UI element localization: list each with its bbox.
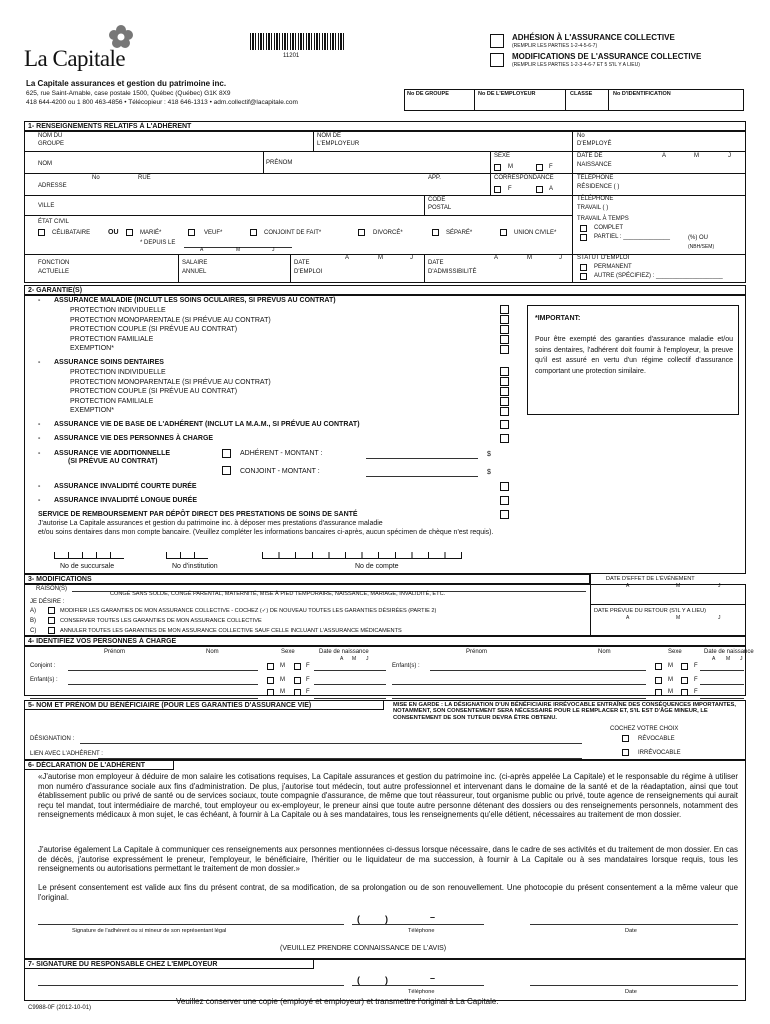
section-6-title: 6- DÉCLARATION DE L'ADHÉRENT: [24, 760, 174, 770]
separe-label: SÉPARÉ*: [446, 230, 473, 236]
compte-label: No de compte: [355, 563, 399, 570]
s4-r-row3[interactable]: [392, 698, 646, 699]
sexe-m-checkbox[interactable]: [494, 164, 501, 171]
autre-checkbox[interactable]: [580, 273, 587, 280]
section-1-title: 1- RENSEIGNEMENTS RELATIFS À L'ADHÉRENT: [24, 121, 746, 131]
section-3-title: 3- MODIFICATIONS: [24, 574, 590, 584]
adm-m: M: [527, 255, 532, 261]
adresse-rue-label: RUE: [138, 175, 151, 181]
barcode-number: 11201: [283, 53, 300, 59]
maladie-fam-checkbox[interactable]: [500, 335, 509, 344]
section-4-frame: [24, 646, 746, 696]
s4-l3-f-label: F: [306, 689, 310, 695]
emploi-label: D'EMPLOI: [294, 269, 323, 275]
tel-dash: –: [430, 912, 436, 922]
nom-label: NOM: [38, 161, 52, 167]
option-a-checkbox[interactable]: [48, 607, 55, 614]
depot-checkbox[interactable]: [500, 510, 509, 519]
s4-l2-m-label: M: [280, 677, 285, 683]
emp-j: J: [410, 255, 413, 261]
maladie-ind-checkbox[interactable]: [500, 305, 509, 314]
revocable-checkbox[interactable]: [622, 735, 629, 742]
option-c-checkbox[interactable]: [48, 627, 55, 634]
avis-label: (VEUILLEZ PRENDRE CONNAISSANCE DE L'AVIS): [280, 945, 447, 952]
s4-r2-m[interactable]: [655, 677, 662, 684]
s4-l3-f[interactable]: [294, 689, 301, 696]
s4-r3-f[interactable]: [681, 689, 688, 696]
s4-r2-f-label: F: [694, 677, 698, 683]
actuelle-label: ACTUELLE: [38, 269, 70, 275]
modifications-note: (REMPLIR LES PARTIES 1-2-3-4-6-7 ET 5 S'IL Y A LIEU): [512, 62, 640, 68]
option-b-checkbox[interactable]: [48, 617, 55, 624]
s4-dn-col: Date de naissance: [319, 649, 369, 655]
s4-nom-col: Nom: [206, 649, 219, 655]
declaration-paragraph-2: J'autorise également La Capitale à communiquer ces renseignements aux personnes mentionnées ci-dessus lorsque nécessaire, dans le cadre de ses activités et du traitement de mon dossier. En cas de décès, j'autorise expressément le preneur, l'employeur, le bénéficiaire, l'héritier ou le liquidateur de ma succession, à fournir à La Capitale ou à ses mandataires lorsque requis, tous les renseignements ou autorisations permettant le traitement de mon dossier.»: [38, 845, 738, 873]
resp-telephone-label: Téléphone: [408, 989, 435, 995]
conjoint-montant-line[interactable]: [366, 476, 478, 477]
company-contact: 418 644-4200 ou 1 800 463-4856 • Télécopieur : 418 646-1313 • adm.collectif@lacapitale.com: [26, 99, 298, 106]
dob-m: M: [694, 153, 699, 159]
s4-l1-f[interactable]: [294, 663, 301, 670]
section-5-title: 5- NOM ET PRÉNOM DU BÉNÉFICIAIRE (POUR LES GARANTIES D'ASSURANCE VIE): [24, 700, 384, 710]
permanent-label: PERMANENT: [594, 264, 632, 270]
date-label: Date: [625, 928, 637, 934]
inv-courte-checkbox[interactable]: [500, 482, 509, 491]
adm-a: A: [494, 255, 499, 261]
maladie-dash: -: [38, 297, 41, 304]
vie-charge-checkbox[interactable]: [500, 434, 509, 443]
employe-label: D'EMPLOYÉ: [577, 141, 612, 147]
s4-r2-f[interactable]: [681, 677, 688, 684]
s4-l3-m[interactable]: [267, 689, 274, 696]
adresse-label: ADRESSE: [38, 183, 67, 189]
declaration-paragraph-3: Le présent consentement est valide aux fins du présent contrat, de sa modification, de sa prolongation ou de son renouvellement. Une photocopie du présent consentement a la même valeur que l'original.: [38, 883, 738, 902]
code-label: CODE: [428, 197, 446, 203]
date-retour-label: DATE PRÉVUE DU RETOUR (S'IL Y A LIEU): [594, 608, 707, 614]
s4-j-r: J: [740, 656, 743, 662]
adm-j: J: [559, 255, 562, 261]
maladie-items: PROTECTION INDIVIDUELLE PROTECTION MONOPARENTALE (SI PRÉVUE AU CONTRAT) PROTECTION COUPLE (SI PRÉVUE AU CONTRAT) PROTECTION FAMILIALE EXEMPTION*: [70, 307, 271, 353]
dob-j: J: [728, 153, 731, 159]
s4-nom-col-r: Nom: [598, 649, 611, 655]
tel-paren-close: ): [385, 914, 388, 924]
date-admiss-label: DATE: [428, 260, 444, 266]
compte-boxes[interactable]: [262, 552, 462, 559]
s4-l2-f-label: F: [306, 677, 310, 683]
s4-prenom-col-r: Prénom: [466, 649, 488, 655]
inv-longue-dash: -: [38, 497, 41, 504]
travail-label: TRAVAIL ( ): [577, 205, 609, 211]
mise-en-garde: MISE EN GARDE : LA DÉSIGNATION D'UN BÉNÉFICIAIRE IRRÉVOCABLE ENTRAÎNE DES CONSÉQUENCES IMPORTANTES, NOTAMMENT, SON CONSENTEMENT SERA NÉCESSAIRE POUR LE REMPLACER ET, S'IL EST D'ÂGE MINEUR, LE CONSENTEMENT DE SON TUTEUR DEVRA ÊTRE OBTENU.: [393, 702, 736, 721]
divorce-label: DIVORCÉ*: [373, 230, 403, 236]
sexe-m-label: M: [508, 164, 513, 170]
s4-r3-m[interactable]: [655, 689, 662, 696]
union-civile-checkbox[interactable]: [500, 229, 507, 236]
dentaire-ind-checkbox[interactable]: [500, 367, 509, 376]
sexe-label: SEXE: [494, 153, 511, 159]
vie-charge-title: ASSURANCE VIE DES PERSONNES À CHARGE: [54, 435, 214, 442]
effet-m: M: [676, 583, 681, 589]
resp-date-line[interactable]: [530, 985, 738, 986]
date-effet-label: DATE D'EFFET DE L'ÉVÉNEMENT: [606, 576, 695, 582]
s7-paren-close: ): [385, 975, 388, 985]
irrevocable-checkbox[interactable]: [622, 749, 629, 756]
s4-l3-m-label: M: [280, 689, 285, 695]
s4-r-row1[interactable]: [430, 670, 646, 671]
maladie-couple-checkbox[interactable]: [500, 325, 509, 334]
residence-label: RÉSIDENCE ( ): [577, 184, 620, 190]
inv-longue-checkbox[interactable]: [500, 496, 509, 505]
s4-enfants-label: Enfant(s) :: [30, 677, 58, 683]
postal-label: POSTAL: [428, 205, 452, 211]
prenom-label: PRÉNOM: [266, 160, 293, 166]
ou-label: OU: [108, 229, 119, 236]
divorce-checkbox[interactable]: [358, 229, 365, 236]
s4-r-row2[interactable]: [392, 684, 646, 685]
s7-dash: –: [430, 973, 436, 983]
celibataire-checkbox[interactable]: [38, 229, 45, 236]
complet-label: COMPLET: [594, 225, 624, 231]
maladie-title: ASSURANCE MALADIE (INCLUT LES SOINS OCULAIRES, SI PRÉVUS AU CONTRAT): [54, 297, 336, 304]
nom-groupe-label: NOM DU: [38, 133, 63, 139]
tel-residence-label: TÉLÉPHONE: [577, 175, 614, 181]
s4-l1-m[interactable]: [267, 663, 274, 670]
important-title: *IMPORTANT:: [535, 315, 581, 322]
vie-base-title: ASSURANCE VIE DE BASE DE L'ADHÉRENT (INCLUT LA M.A.M., SI PRÉVUE AU CONTRAT): [54, 421, 360, 428]
footer-note: Veuillez conserver une copie (employé et employeur) et transmettre l'original à La Capitale.: [176, 997, 499, 1006]
option-b-label: CONSERVER TOUTES LES GARANTIES DE MON ASSURANCE COLLECTIVE: [60, 618, 262, 624]
tel-paren-open: (: [357, 914, 360, 924]
dentaire-exempt-checkbox[interactable]: [500, 407, 509, 416]
autre-label: AUTRE (SPÉCIFIEZ) : ____________________: [594, 273, 723, 279]
adhesion-note: (REMPLIR LES PARTIES 1-2-4-5-6-7): [512, 43, 598, 49]
s4-a: A: [340, 656, 344, 662]
s4-dn-col-r: Date de naissance: [704, 649, 754, 655]
revocable-label: RÉVOCABLE: [638, 736, 675, 742]
vie-add-adherent-checkbox[interactable]: [222, 449, 231, 458]
resp-signature-line[interactable]: [38, 985, 344, 986]
corr-f-label: F: [508, 186, 512, 192]
s4-r1-m-label: M: [668, 663, 673, 669]
adresse-app-label: APP.: [428, 175, 441, 181]
vie-add-conjoint-checkbox[interactable]: [222, 466, 231, 475]
s4-sexe-col: Sexe: [281, 649, 295, 655]
inv-longue-title: ASSURANCE INVALIDITÉ LONGUE DURÉE: [54, 497, 197, 504]
dob-a: A: [662, 153, 667, 159]
lien-line[interactable]: [98, 758, 582, 759]
corr-a-checkbox[interactable]: [536, 186, 543, 193]
adresse-no-label: No: [92, 175, 100, 181]
signature-label: Signature de l'adhérent ou si mineur de son représentant légal: [72, 928, 227, 934]
depuis-a: A: [200, 247, 204, 253]
adherent-montant-line[interactable]: [366, 458, 478, 459]
date-emploi-label: DATE: [294, 260, 310, 266]
resp-telephone-line[interactable]: [352, 985, 484, 986]
s4-enfants-label-r: Enfant(s) :: [392, 663, 420, 669]
s4-m-r: M: [726, 656, 731, 662]
date-naissance-label: DATE DE: [577, 153, 603, 159]
corr-f-checkbox[interactable]: [494, 186, 501, 193]
succursale-boxes[interactable]: [54, 552, 124, 559]
vie-add-title: ASSURANCE VIE ADDITIONNELLE: [54, 450, 171, 457]
hsem-label: (NBH/SEM): [688, 244, 715, 250]
section-1-frame: [24, 131, 746, 283]
conjoint-fait-label: CONJOINT DE FAIT*: [264, 230, 322, 236]
effet-j: J: [718, 583, 721, 589]
complet-checkbox[interactable]: [580, 225, 587, 232]
maladie-mono-checkbox[interactable]: [500, 315, 509, 324]
vie-base-dash: -: [38, 421, 41, 428]
s4-j: J: [366, 656, 369, 662]
pct-label: (%) OU: [688, 235, 708, 241]
irrevocable-label: IRRÉVOCABLE: [638, 750, 681, 756]
statut-label: STATUT D'EMPLOI: [577, 255, 630, 261]
union-civile-label: UNION CIVILE*: [514, 230, 557, 236]
retour-j: J: [718, 615, 721, 621]
option-b-letter: B): [30, 618, 36, 624]
permanent-checkbox[interactable]: [580, 264, 587, 271]
marie-checkbox[interactable]: [126, 229, 133, 236]
modifications-checkbox[interactable]: [490, 53, 504, 67]
corr-a-label: A: [549, 186, 554, 192]
resp-date-label: Date: [625, 989, 637, 995]
adhesion-title: ADHÉSION À L'ASSURANCE COLLECTIVE: [512, 33, 675, 42]
depot-text-1: J'autorise La Capitale assurances et gestion du patrimoine inc. à déposer mes prestations d'assurance maladie: [38, 520, 383, 527]
inv-courte-title: ASSURANCE INVALIDITÉ COURTE DURÉE: [54, 483, 197, 490]
s4-m: M: [352, 656, 357, 662]
depuis-j: J: [272, 247, 275, 253]
partiel-checkbox[interactable]: [580, 234, 587, 241]
institution-label: No d'institution: [172, 563, 218, 570]
employeur-label: L'EMPLOYEUR: [317, 141, 360, 147]
option-c-letter: C): [30, 628, 37, 634]
effet-a: A: [626, 583, 630, 589]
naissance-label: NAISSANCE: [577, 162, 612, 168]
s4-l1-m-label: M: [280, 663, 285, 669]
id-identification-label[interactable]: No D'IDENTIFICATION: [613, 91, 671, 97]
s4-r1-m[interactable]: [655, 663, 662, 670]
s7-paren-open: (: [357, 975, 360, 985]
marie-label: MARIÉ*: [140, 230, 162, 236]
inv-courte-dash: -: [38, 483, 41, 490]
desire-label: JE DÉSIRE :: [30, 599, 65, 605]
lien-label: LIEN AVEC L'ADHÉRENT :: [30, 751, 103, 757]
s4-l2-f[interactable]: [294, 677, 301, 684]
id-employeur-label[interactable]: No DE L'EMPLOYEUR: [478, 91, 536, 97]
s4-l-row1[interactable]: [68, 670, 258, 671]
s4-prenom-col: Prénom: [104, 649, 126, 655]
etat-civil-label: ÉTAT CIVIL: [38, 219, 70, 225]
salaire-label: SALAIRE: [182, 260, 208, 266]
important-text: Pour être exempté des garanties d'assurance maladie et/ou soins dentaires, l'adhérent doit fournir à l'employeur, la preuve qu'il est assuré en vertu d'un régime collectif d'assurance comportant une protection similaire.: [535, 336, 733, 375]
institution-boxes[interactable]: [166, 552, 208, 559]
company-address: 625, rue Saint-Amable, case postale 1500, Québec (Québec) G1K 8X9: [26, 90, 231, 97]
succursale-label: No de succursale: [60, 563, 115, 570]
option-c-label: ANNULER TOUTES LES GARANTIES DE MON ASSURANCE COLLECTIVE SAUF CELLE INCLUANT L'ASSURANCE MÉDICAMENTS: [60, 628, 402, 634]
nom-employeur-label: NOM DE: [317, 133, 341, 139]
tel-travail-label: TÉLÉPHONE: [577, 196, 614, 202]
s4-conjoint-label: Conjoint :: [30, 663, 56, 669]
signature-line[interactable]: [38, 924, 344, 925]
s4-l2-m[interactable]: [267, 677, 274, 684]
s4-sexe-col-r: Sexe: [668, 649, 682, 655]
retour-a: A: [626, 615, 630, 621]
s4-l1-f-label: F: [306, 663, 310, 669]
correspondance-label: CORRESPONDANCE: [494, 175, 554, 181]
s4-r1-f[interactable]: [681, 663, 688, 670]
option-a-label: MODIFIER LES GARANTIES DE MON ASSURANCE COLLECTIVE - COCHEZ (✓) DE NOUVEAU TOUTES LES GARANTIES DÉSIRÉES (PARTIE 2): [60, 608, 437, 614]
s4-r2-m-label: M: [668, 677, 673, 683]
section-7-title: 7- SIGNATURE DU RESPONSABLE CHEZ L'EMPLOYEUR: [24, 959, 314, 969]
s4-l-row2[interactable]: [68, 684, 258, 685]
conjoint-montant-label: CONJOINT - MONTANT :: [240, 468, 320, 475]
maladie-exempt-checkbox[interactable]: [500, 345, 509, 354]
dentaire-dash: -: [38, 359, 41, 366]
conjoint-checkbox[interactable]: [250, 229, 257, 236]
conjoint-dollar: $: [487, 469, 491, 476]
retour-m: M: [676, 615, 681, 621]
admiss-label: D'ADMISSIBILITÉ: [428, 269, 477, 275]
date-line[interactable]: [530, 924, 738, 925]
sexe-f-checkbox[interactable]: [536, 164, 543, 171]
company-name: La Capitale assurances et gestion du patrimoine inc.: [26, 79, 227, 88]
s4-r1-f-label: F: [694, 663, 698, 669]
groupe-label: GROUPE: [38, 141, 65, 147]
depuis-label: * DEPUIS LE: [140, 240, 176, 246]
designation-line[interactable]: [80, 743, 582, 744]
id-classe-label[interactable]: CLASSE: [570, 91, 593, 97]
ville-label: VILLE: [38, 203, 55, 209]
designation-label: DÉSIGNATION :: [30, 736, 75, 742]
vie-base-checkbox[interactable]: [500, 420, 509, 429]
telephone-line[interactable]: [352, 924, 484, 925]
emp-m: M: [378, 255, 383, 261]
dentaire-items: PROTECTION INDIVIDUELLE PROTECTION MONOPARENTALE (SI PRÉVUE AU CONTRAT) PROTECTION COUPLE (SI PRÉVUE AU CONTRAT) PROTECTION FAMILIALE EXEMPTION*: [70, 369, 271, 415]
separe-checkbox[interactable]: [432, 229, 439, 236]
barcode: [250, 33, 345, 50]
modifications-title: MODIFICATIONS DE L'ASSURANCE COLLECTIVE: [512, 52, 702, 61]
sexe-f-label: F: [549, 164, 553, 170]
cochez-choix: COCHEZ VOTRE CHOIX: [610, 726, 679, 732]
veuf-checkbox[interactable]: [188, 229, 195, 236]
dentaire-fam-checkbox[interactable]: [500, 397, 509, 406]
s4-r3-m-label: M: [668, 689, 673, 695]
celibataire-label: CÉLIBATAIRE: [52, 230, 91, 236]
telephone-label: Téléphone: [408, 928, 435, 934]
dentaire-couple-checkbox[interactable]: [500, 387, 509, 396]
annuel-label: ANNUEL: [182, 269, 207, 275]
adhesion-checkbox[interactable]: [490, 34, 504, 48]
travail-temps-label: TRAVAIL À TEMPS: [577, 216, 629, 222]
depot-title: SERVICE DE REMBOURSEMENT PAR DÉPÔT DIRECT DES PRESTATIONS DE SOINS DE SANTÉ: [38, 511, 358, 518]
emp-a: A: [345, 255, 350, 261]
depuis-m: M: [236, 247, 241, 253]
no-employe-label: No: [577, 133, 585, 139]
veuf-label: VEUF*: [204, 230, 223, 236]
vie-add-subtitle: (SI PRÉVUE AU CONTRAT): [68, 458, 158, 465]
adherent-dollar: $: [487, 451, 491, 458]
dentaire-mono-checkbox[interactable]: [500, 377, 509, 386]
dentaire-title: ASSURANCE SOINS DENTAIRES: [54, 359, 164, 366]
adherent-montant-label: ADHÉRENT - MONTANT :: [240, 450, 323, 457]
raison-label: RAISON(S): [36, 586, 68, 592]
s4-r3-f-label: F: [694, 689, 698, 695]
depot-text-2: et/ou soins dentaires dans mon compte bancaire. (Veuillez compléter les informations bancaires ci-après, aucun spécimen de chèque n'est requis).: [38, 529, 494, 536]
form-code: C9988-0F (2012-10-01): [28, 1005, 92, 1011]
section-2-title: 2- GARANTIE(S): [24, 285, 746, 295]
raison-note: CONGÉ SANS SOLDE, CONGÉ PARENTAL, MATERNITÉ, MISE À PIED TEMPORAIRE, NAISSANCE, MARIAGE, INVALIDITÉ, ETC.: [110, 591, 446, 597]
fonction-label: FONCTION: [38, 260, 70, 266]
option-a-letter: A): [30, 608, 36, 614]
vie-charge-dash: -: [38, 435, 41, 442]
partiel-label: PARTIEL : ______________: [594, 234, 670, 240]
id-groupe-label[interactable]: No DE GROUPE: [407, 91, 449, 97]
s4-a-r: A: [712, 656, 716, 662]
section-4-title: 4- IDENTIFIEZ VOS PERSONNES À CHARGE: [24, 636, 746, 646]
declaration-paragraph-1: «J'autorise mon employeur à déduire de mon salaire les cotisations requises, La Capitale assurances et gestion du patrimoine inc. (ci-après appelée La Capitale) et le responsable du régime à utiliser mon numéro d'assurance sociale aux fins d'administration. De plus, j'autorise tout médecin, tout autre professionnel et intervenant dans le domaine de la santé et de la réadaptation, ainsi que tout établissement public ou privé de santé ou de services sociaux, toute compagnie d'assurance, de même que tout réassureur, tout organisme public ou privé, toute agence de renseignements qui aurait reçu tel mandat, tout intermédiaire de marché, tout employeur ou ex-employeur, le preneur ainsi que toute autre personne détenant des dossiers ou des renseignements personnels, notamment des renseignements médicaux à mon sujet, le cas échéant, à fournir à La Capitale ou à ses mandataires, tous les renseignements qu'elle détient, nécessaires au traitement de mon dossier.: [38, 772, 738, 819]
logo-wordmark: La Capitale: [24, 46, 126, 71]
vie-add-dash: -: [38, 450, 41, 457]
s4-l-row3[interactable]: [30, 698, 258, 699]
